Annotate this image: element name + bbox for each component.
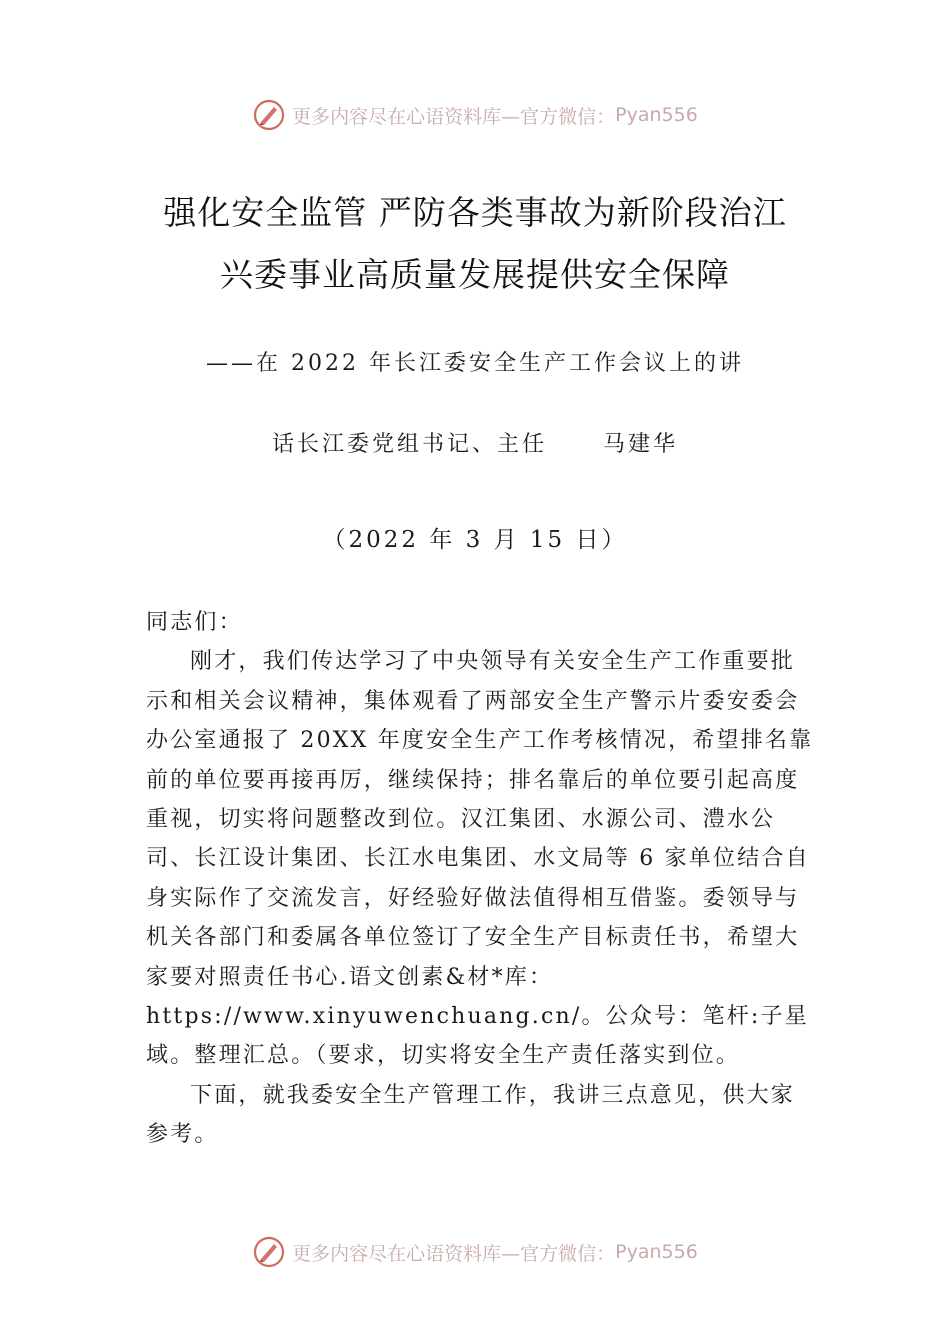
- speaker-name: 马建华: [603, 432, 679, 457]
- document-date: （2022 年 3 月 15 日）: [322, 527, 628, 553]
- document-subtitle-line-2: [100, 427, 850, 458]
- watermark-logo-icon: [252, 1235, 286, 1269]
- salutation: 同志们：: [146, 610, 243, 635]
- watermark-wechat-id: Pyan556: [615, 104, 698, 126]
- document-title-line-2: 兴委事业高质量发展提供安全保障: [220, 255, 730, 294]
- watermark-wechat-id: Pyan556: [615, 1241, 698, 1263]
- watermark-text: 更多内容尽在心语资料库—官方微信：: [292, 1242, 616, 1265]
- document-subtitle-line-1: ——在 2022 年长江委安全生产工作会议上的讲: [206, 351, 744, 376]
- watermark-text: 更多内容尽在心语资料库—官方微信：: [292, 105, 616, 128]
- speaker-role: 话长江委党组书记、主任: [271, 432, 547, 457]
- watermark-header: [0, 95, 950, 135]
- watermark-footer: [0, 1232, 950, 1272]
- document-body: [146, 603, 814, 1155]
- document-title-line-1: 强化安全监管 严防各类事故为新阶段治江: [163, 193, 787, 232]
- body-paragraph-2: 下面，就我委安全生产管理工作，我讲三点意见，供大家参考。: [146, 1082, 796, 1148]
- watermark-logo-icon: [252, 98, 286, 132]
- body-paragraph-1: 刚才，我们传达学习了中央领导有关安全生产工作重要批示和相关会议精神，集体观看了两部安全生产警示片委安委会办公室通报了 20XX 年度安全生产工作考核情况，希望排名靠前的单位要再接再厉，继续保持；排名靠后的单位要引起高度重视，切实将问题整改到位。汉江集团、水源公司、澧水公司、长江设计集团、长江水电集团、水文局等 6 家单位结合自身实际作了交流发言，好经验好做法值得相互借鉴。委领导与机关各部门和委属各单位签订了安全生产目标责任书，希望大家要对照责任书心.语文创素&材*库：https://www.xinyuwenchuang.cn/。公众号：笔杆:子星域。整理汇总。（要求，切实将安全生产责任落实到位。: [146, 649, 814, 1069]
